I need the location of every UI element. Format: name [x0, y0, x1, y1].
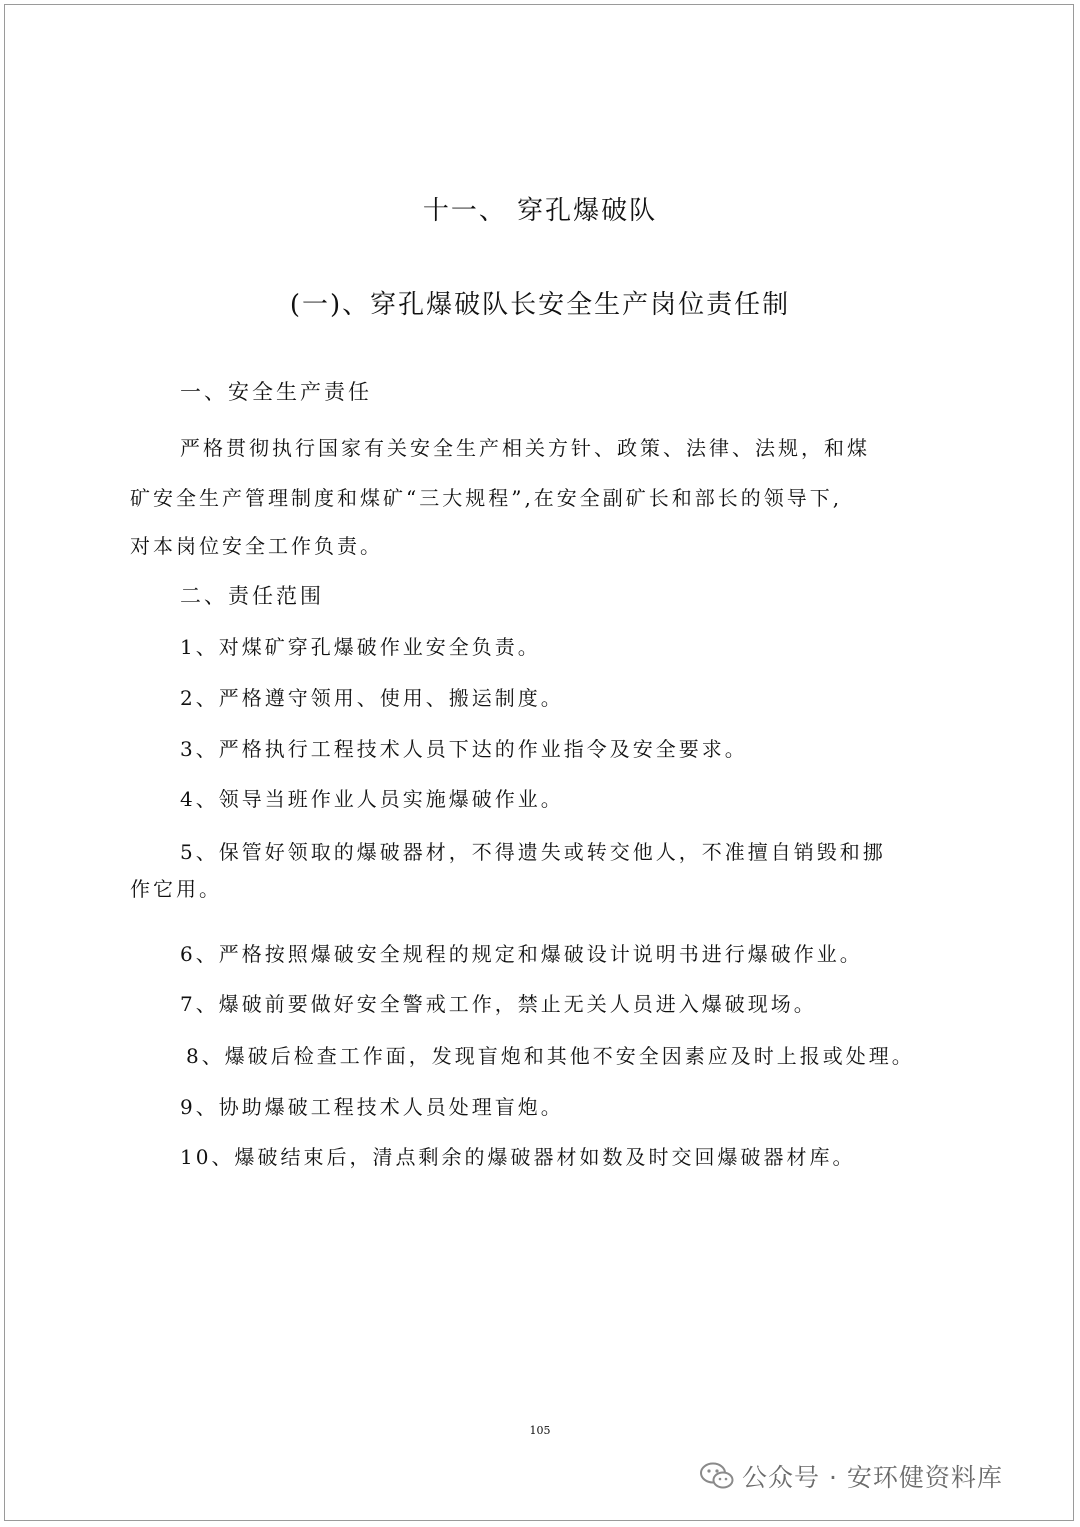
watermark	[700, 1458, 1003, 1494]
part1-line: 严格贯彻执行国家有关安全生产相关方针、政策、法律、法规，和煤	[180, 436, 870, 460]
list-item: 5、保管好领取的爆破器材，不得遗失或转交他人，不准擅自销毁和挪	[180, 840, 886, 864]
list-item-continued: 作它用。	[130, 877, 222, 901]
section-title: (一)、穿孔爆破队长安全生产岗位责任制	[289, 290, 791, 320]
list-item: 1、对煤矿穿孔爆破作业安全负责。	[180, 635, 541, 659]
part1-line: 对本岗位安全工作负责。	[130, 534, 383, 558]
list-item: 10、爆破结束后，清点剩余的爆破器材如数及时交回爆破器材库。	[180, 1145, 856, 1169]
part1-heading: 一、安全生产责任	[180, 380, 372, 404]
page-border	[4, 4, 1074, 1521]
page-number: 105	[529, 1424, 551, 1437]
list-item: 8、爆破后检查工作面，发现盲炮和其他不安全因素应及时上报或处理。	[186, 1044, 915, 1068]
list-item: 2、严格遵守领用、使用、搬运制度。	[180, 686, 564, 710]
wechat-icon	[700, 1462, 734, 1490]
part2-heading: 二、责任范围	[180, 584, 324, 608]
list-item: 7、爆破前要做好安全警戒工作，禁止无关人员进入爆破现场。	[180, 992, 817, 1016]
part1-line: 矿安全生产管理制度和煤矿“三大规程”,在安全副矿长和部长的领导下,	[130, 486, 843, 510]
list-item: 6、严格按照爆破安全规程的规定和爆破设计说明书进行爆破作业。	[180, 942, 863, 966]
watermark-text: 公众号 · 安环健资料库	[742, 1463, 1003, 1492]
list-item: 4、领导当班作业人员实施爆破作业。	[180, 787, 564, 811]
chapter-title: 十一、 穿孔爆破队	[422, 196, 658, 226]
list-item: 3、严格执行工程技术人员下达的作业指令及安全要求。	[180, 737, 748, 761]
list-item: 9、协助爆破工程技术人员处理盲炮。	[180, 1095, 564, 1119]
